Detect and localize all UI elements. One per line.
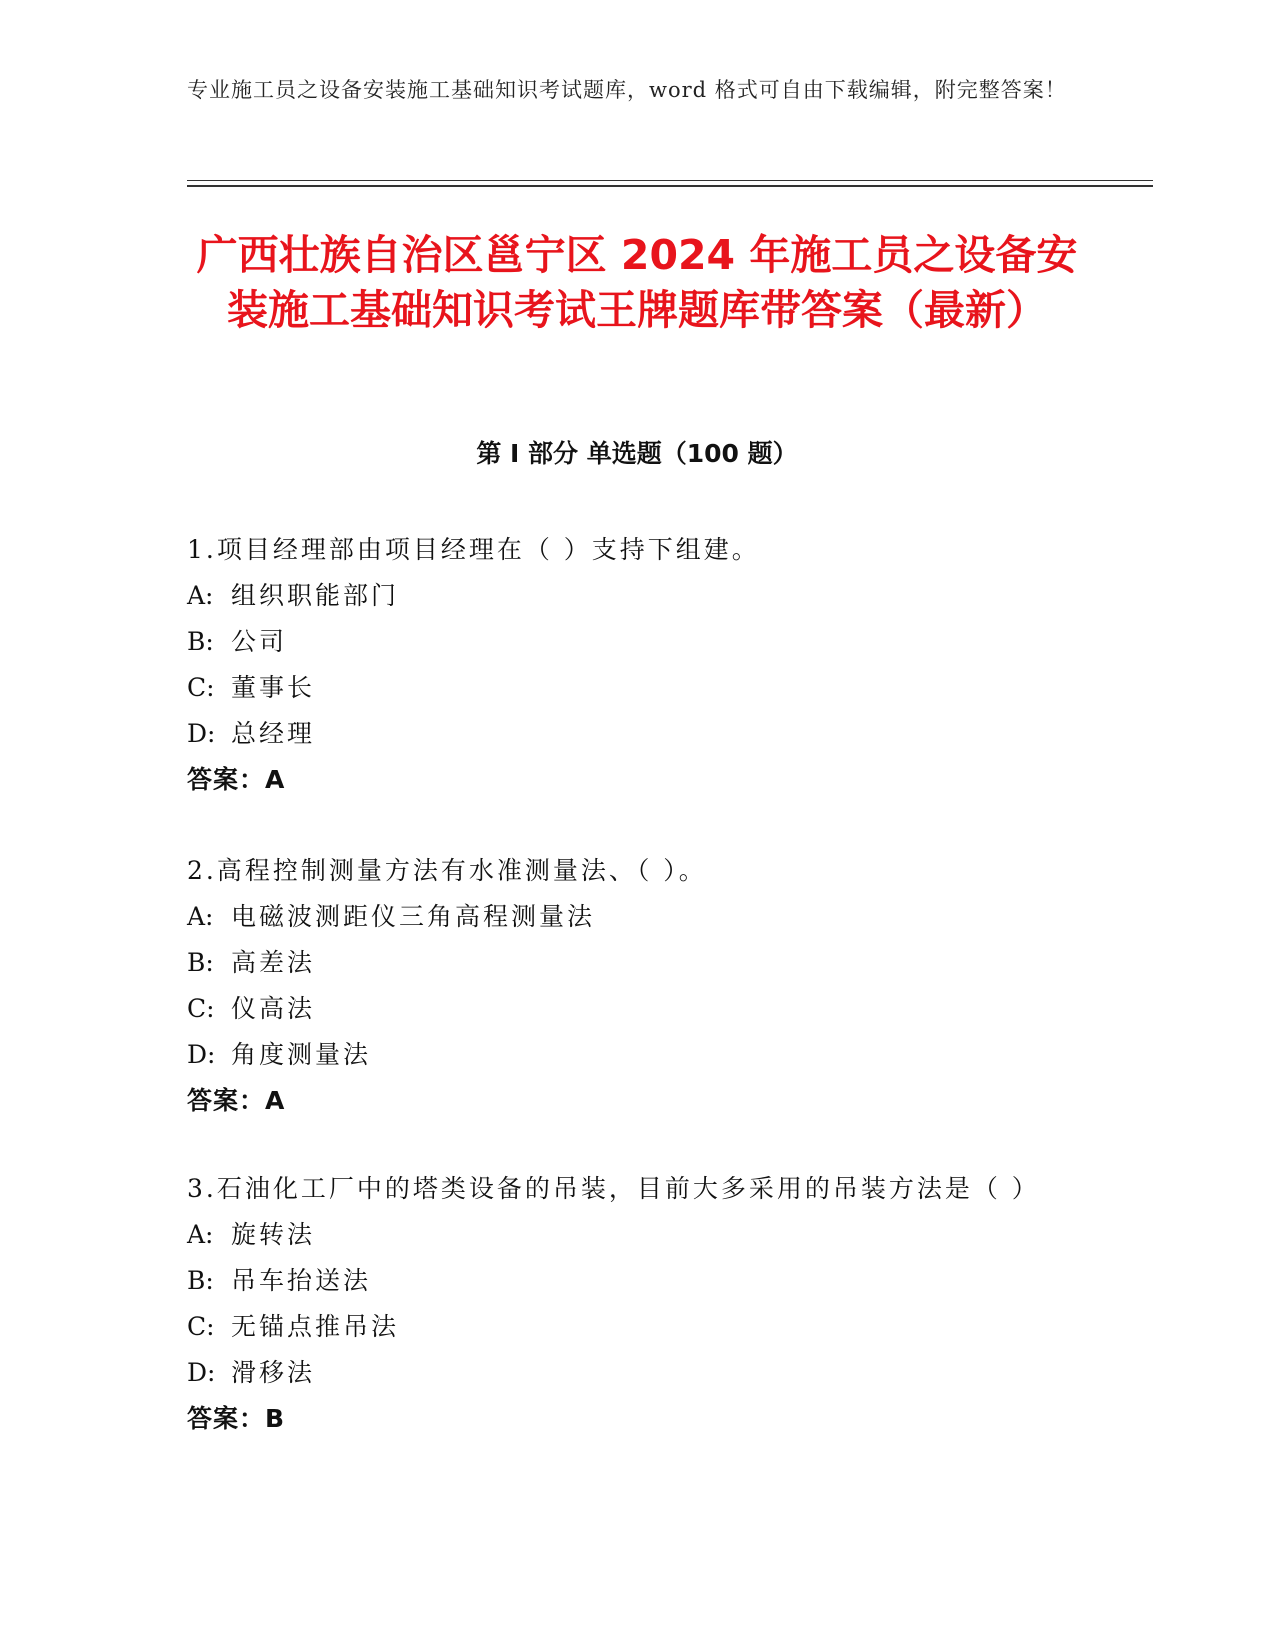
- question-1: [187, 527, 1087, 803]
- option-text: 高差法: [231, 948, 316, 977]
- question-2: [187, 848, 1087, 1124]
- option-c: [187, 1304, 1087, 1350]
- option-a: [187, 573, 1087, 619]
- option-key: B:: [187, 948, 214, 977]
- question-3: [187, 1166, 1087, 1442]
- option-text: 角度测量法: [231, 1040, 372, 1069]
- header-divider-thin: [187, 180, 1153, 181]
- option-key: C:: [187, 1312, 215, 1341]
- option-b: [187, 1258, 1087, 1304]
- option-b: [187, 940, 1087, 986]
- option-text: 吊车抬送法: [231, 1266, 372, 1295]
- option-text: 电磁波测距仪三角高程测量法: [231, 902, 596, 931]
- option-a: [187, 894, 1087, 940]
- option-key: B:: [187, 1266, 214, 1295]
- option-key: B:: [187, 627, 214, 656]
- option-key: D:: [187, 1040, 216, 1069]
- header-note: 专业施工员之设备安装施工基础知识考试题库，word 格式可自由下载编辑，附完整答案！: [187, 78, 1067, 102]
- question-answer: 答案：A: [187, 765, 286, 794]
- header-divider-thick: [187, 185, 1153, 187]
- option-key: A:: [187, 1220, 214, 1249]
- option-text: 公司: [231, 627, 288, 656]
- option-key: C:: [187, 994, 215, 1023]
- question-stem: 1.项目经理部由项目经理在（ ）支持下组建。: [187, 535, 760, 564]
- option-b: [187, 619, 1087, 665]
- option-text: 旋转法: [231, 1220, 316, 1249]
- option-a: [187, 1212, 1087, 1258]
- option-key: A:: [187, 581, 214, 610]
- option-d: [187, 1032, 1087, 1078]
- option-c: [187, 986, 1087, 1032]
- option-d: [187, 711, 1087, 757]
- question-stem: 3.石油化工厂中的塔类设备的吊装，目前大多采用的吊装方法是（ ）: [187, 1174, 1040, 1203]
- option-c: [187, 665, 1087, 711]
- question-answer: 答案：B: [187, 1404, 286, 1433]
- option-text: 组织职能部门: [231, 581, 400, 610]
- option-key: A:: [187, 902, 214, 931]
- document-title: 广西壮族自治区邕宁区 2024 年施工员之设备安装施工基础知识考试王牌题库带答案（最新）: [196, 231, 1078, 334]
- option-text: 仪高法: [231, 994, 316, 1023]
- option-text: 董事长: [231, 673, 316, 702]
- option-key: D:: [187, 1358, 216, 1387]
- option-d: [187, 1350, 1087, 1396]
- option-key: C:: [187, 673, 215, 702]
- option-key: D:: [187, 719, 216, 748]
- option-text: 滑移法: [231, 1358, 316, 1387]
- section-heading: 第 I 部分 单选题（100 题）: [476, 439, 798, 468]
- option-text: 总经理: [231, 719, 316, 748]
- option-text: 无锚点推吊法: [231, 1312, 400, 1341]
- question-answer: 答案：A: [187, 1086, 286, 1115]
- question-stem: 2.高程控制测量方法有水准测量法、（ ）。: [187, 856, 707, 885]
